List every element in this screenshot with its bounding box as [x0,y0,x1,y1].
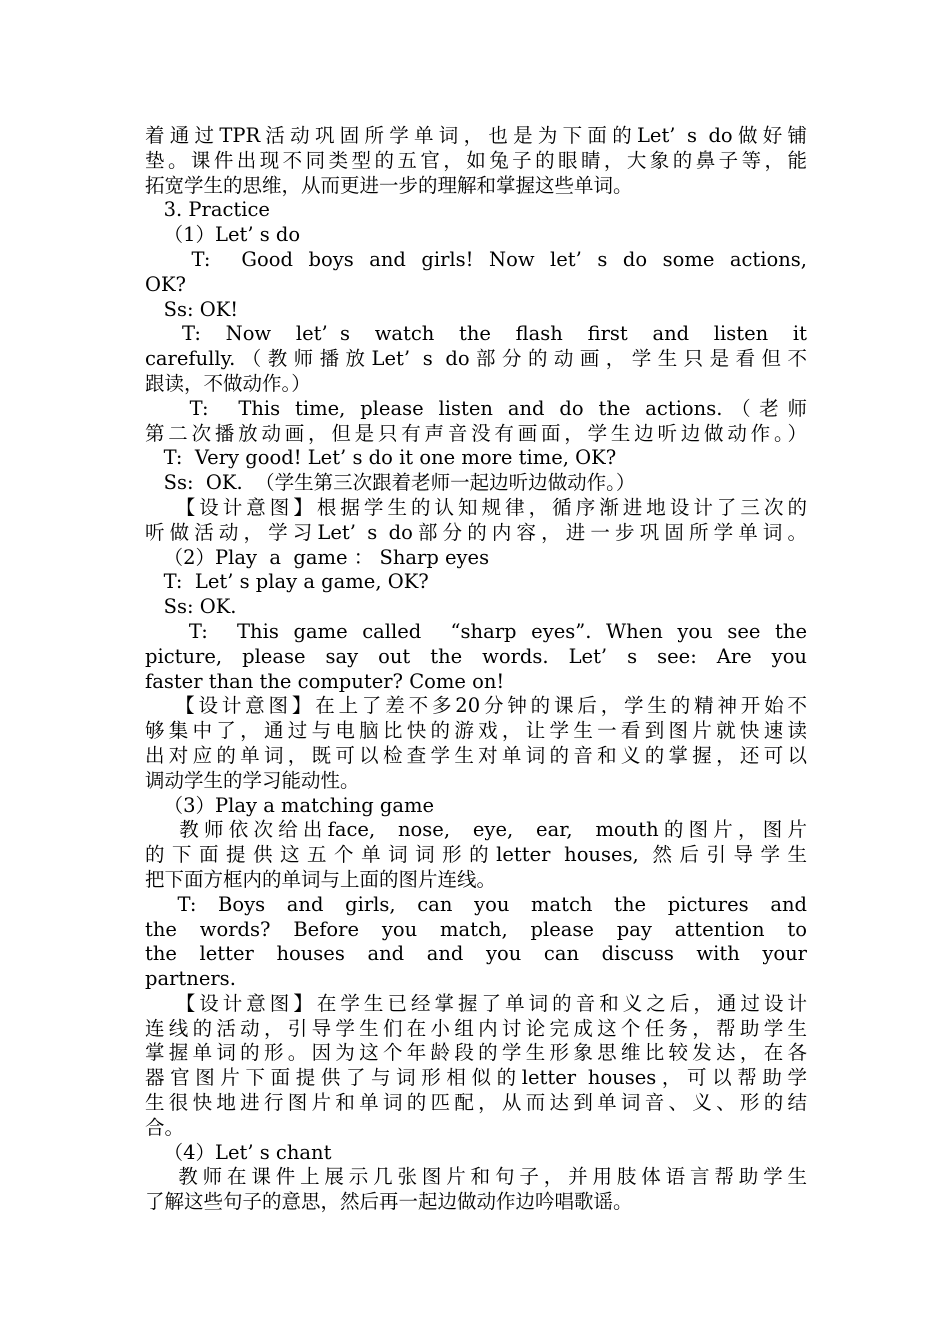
section-heading: 3. Practice [145,198,270,222]
design-intent-line: 【设计意图】在上了差不多20分钟的课后，学生的精神开始不 [145,694,807,718]
text-line: OK? [145,272,187,296]
subsection-heading: （2）Play a game ： Sharp eyes [145,545,490,569]
text-line: 把下面方框内的单词与上面的图片连线。 [145,867,497,891]
subsection-heading: （3）Play a matching game [145,793,435,817]
text-line: picture, please say out the words. Let’ s see: Are you [145,644,807,668]
text-line: faster than the computer? Come on! [145,669,505,693]
document-body [145,124,807,1215]
text-line: 拓宽学生的思维，从而更进一步的理解和掌握这些单词。 [145,173,633,197]
text-line: Ss: OK! [145,297,239,321]
design-intent-line: 生很快地进行图片和单词的匹配，从而达到单词音、义、形的结 [145,1091,807,1115]
text-line: 着通过TPR活动巩固所学单词，也是为下面的Let’ s do做好铺 [145,124,807,147]
text-line: 第二次播放动画，但是只有声音没有画面，学生边听边做动作。） [145,421,807,445]
text-line: Ss: OK. （学生第三次跟着老师一起边听边做动作。） [145,471,636,495]
design-intent-line: 连线的活动，引导学生们在小组内讨论完成这个任务，帮助学生 [145,1016,807,1040]
text-line: 跟读，不做动作。） [145,371,311,395]
text-line: T: This game called “sharp eyes”. When you see the [145,619,807,643]
text-line: partners. [145,967,236,991]
design-intent-line: 器官图片下面提供了与词形相似的letter houses，可以帮助学 [145,1066,807,1090]
subsection-heading: （4）Let’ s chant [145,1140,332,1164]
text-line: the words? Before you match, please pay attention to [145,917,807,941]
design-intent-line: 合。 [145,1115,185,1139]
text-line: 的下面提供这五个单词词形的letter houses, 然后引导学生 [145,843,807,867]
text-line: 了解这些句子的意思，然后再一起边做动作边吟唱歌谣。 [145,1190,633,1214]
design-intent-line: 【设计意图】在学生已经掌握了单词的音和义之后，通过设计 [145,991,807,1015]
design-intent-line: 出对应的单词，既可以检查学生对单词的音和义的掌握，还可以 [145,743,807,767]
design-intent-line: 调动学生的学习能动性。 [145,768,360,792]
text-line: T: Boys and girls, can you match the pictures and [145,892,807,916]
text-line: carefully.（教师播放Let’ s do部分的动画，学生只是看但不 [145,347,807,371]
design-intent-line: 听做活动，学习Let’ s do部分的内容，进一步巩固所学单词。 [145,520,807,544]
text-line: the letter houses and and you can discuss with your [145,942,807,966]
text-line: 教师在课件上展示几张图片和句子，并用肢体语言帮助学生 [145,1165,807,1189]
text-line: T: Good boys and girls! Now let’ s do some actions, [145,247,807,271]
text-line: T: Very good! Let’ s do it one more time, OK? [145,446,617,470]
design-intent-line: 掌握单词的形。因为这个年龄段的学生形象思维比较发达，在各 [145,1041,807,1065]
text-line: T: Let’ s play a game, OK? [145,570,429,594]
text-line: Ss: OK. [145,595,237,619]
text-line: T: This time, please listen and do the actions.（老师 [145,396,807,420]
text-line: 垫。课件出现不同类型的五官，如兔子的眼睛，大象的鼻子等，能 [145,148,807,172]
subsection-heading: （1）Let’ s do [145,223,301,247]
design-intent-line: 够集中了，通过与电脑比快的游戏，让学生一看到图片就快速读 [145,719,807,743]
text-line: T: Now let’ s watch the flash first and listen it [145,322,807,346]
design-intent-line: 【设计意图】根据学生的认知规律，循序渐进地设计了三次的 [145,495,807,519]
text-line: 教师依次给出face, nose, eye, ear, mouth的图片，图片 [145,818,807,842]
